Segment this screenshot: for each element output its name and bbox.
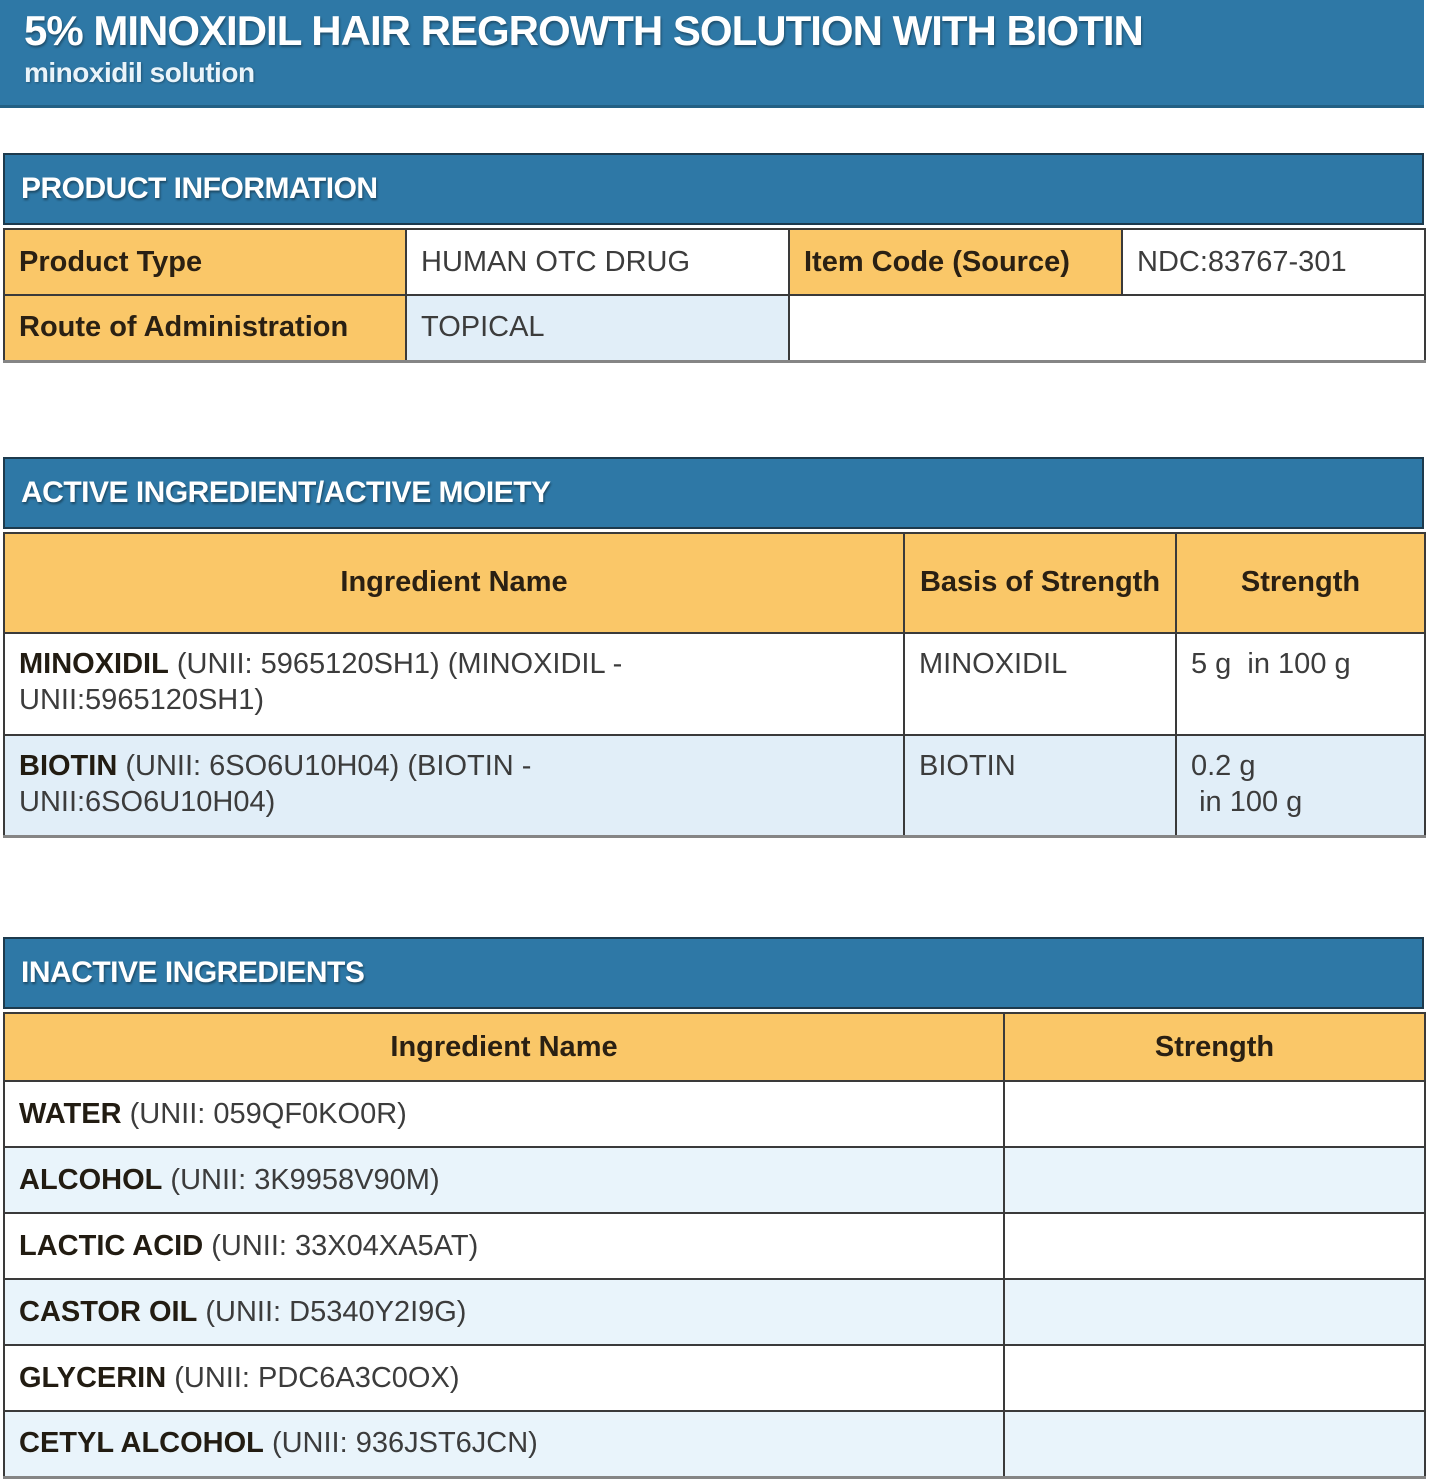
active-ingredient-section xyxy=(3,457,1424,839)
strength-cell xyxy=(1004,1411,1425,1477)
inactive-ingredients-table xyxy=(3,1012,1426,1479)
strength-cell xyxy=(1004,1081,1425,1147)
table-row xyxy=(4,1213,1425,1279)
inactive-ingredients-section xyxy=(3,937,1424,1479)
table-row xyxy=(4,1279,1425,1345)
column-header-ingredient-name: Ingredient Name xyxy=(4,533,904,633)
ingredient-unii-details: (UNII: 33X04XA5AT) xyxy=(203,1229,479,1262)
empty-cell xyxy=(789,295,1425,361)
table-row xyxy=(4,1081,1425,1147)
table-row xyxy=(4,229,1425,295)
table-row xyxy=(4,1147,1425,1213)
drug-title-banner xyxy=(0,0,1424,108)
ingredient-name: LACTIC ACID xyxy=(19,1229,204,1262)
item-code-label: Item Code (Source) xyxy=(789,229,1122,295)
table-row xyxy=(4,735,1425,837)
inactive-ingredients-section-header: INACTIVE INGREDIENTS xyxy=(3,937,1424,1009)
table-row xyxy=(4,633,1425,735)
column-header-strength: Strength xyxy=(1176,533,1425,633)
column-header-basis-of-strength: Basis of Strength xyxy=(904,533,1176,633)
route-of-administration-label: Route of Administration xyxy=(4,295,406,361)
basis-of-strength-cell: BIOTIN xyxy=(904,735,1176,837)
ingredient-name: CASTOR OIL xyxy=(19,1295,198,1328)
ingredient-name: GLYCERIN xyxy=(19,1361,167,1394)
table-header-row xyxy=(4,1013,1425,1081)
table-row xyxy=(4,295,1425,361)
ingredient-name-cell xyxy=(4,1345,1004,1411)
product-information-table xyxy=(3,228,1426,363)
ingredient-unii-details: (UNII: 059QF0KO0R) xyxy=(121,1097,407,1130)
item-code-value: NDC:83767-301 xyxy=(1122,229,1425,295)
ingredient-unii-details: (UNII: 6SO6U10H04) (BIOTIN - UNII:6SO6U10H04) xyxy=(19,749,532,818)
ingredient-name: MINOXIDIL xyxy=(19,647,169,680)
ingredient-name-cell xyxy=(4,1213,1004,1279)
ingredient-unii-details: (UNII: 3K9958V90M) xyxy=(162,1163,440,1196)
basis-of-strength-cell: MINOXIDIL xyxy=(904,633,1176,735)
drug-title: 5% MINOXIDIL HAIR REGROWTH SOLUTION WITH BIOTIN xyxy=(24,7,1143,54)
ingredient-name-cell xyxy=(4,735,904,837)
strength-cell xyxy=(1004,1213,1425,1279)
active-ingredient-section-header: ACTIVE INGREDIENT/ACTIVE MOIETY xyxy=(3,457,1424,529)
strength-cell xyxy=(1004,1279,1425,1345)
product-information-section-header: PRODUCT INFORMATION xyxy=(3,153,1424,225)
ingredient-name-cell xyxy=(4,1081,1004,1147)
strength-cell: 0.2 g in 100 g xyxy=(1176,735,1425,837)
ingredient-name: CETYL ALCOHOL xyxy=(19,1427,264,1460)
active-ingredient-table xyxy=(3,532,1426,839)
ingredient-unii-details: (UNII: PDC6A3C0OX) xyxy=(166,1361,460,1394)
ingredient-unii-details: (UNII: 5965120SH1) (MINOXIDIL - UNII:5965120SH1) xyxy=(19,647,623,716)
ingredient-unii-details: (UNII: D5340Y2I9G) xyxy=(197,1295,467,1328)
drug-subtitle: minoxidil solution xyxy=(24,57,255,88)
column-header-ingredient-name: Ingredient Name xyxy=(4,1013,1004,1081)
table-row xyxy=(4,1345,1425,1411)
product-information-section xyxy=(3,153,1424,363)
ingredient-name-cell xyxy=(4,1279,1004,1345)
strength-cell xyxy=(1004,1345,1425,1411)
product-type-value: HUMAN OTC DRUG xyxy=(406,229,789,295)
ingredient-name: ALCOHOL xyxy=(19,1163,163,1196)
strength-cell xyxy=(1004,1147,1425,1213)
column-header-strength: Strength xyxy=(1004,1013,1425,1081)
ingredient-name: WATER xyxy=(19,1097,122,1130)
product-type-label: Product Type xyxy=(4,229,406,295)
ingredient-name-cell xyxy=(4,1147,1004,1213)
ingredient-name-cell xyxy=(4,1411,1004,1477)
ingredient-unii-details: (UNII: 936JST6JCN) xyxy=(263,1427,538,1460)
table-header-row xyxy=(4,533,1425,633)
strength-cell: 5 g in 100 g xyxy=(1176,633,1425,735)
ingredient-name: BIOTIN xyxy=(19,749,118,782)
ingredient-name-cell xyxy=(4,633,904,735)
table-row xyxy=(4,1411,1425,1477)
route-of-administration-value: TOPICAL xyxy=(406,295,789,361)
